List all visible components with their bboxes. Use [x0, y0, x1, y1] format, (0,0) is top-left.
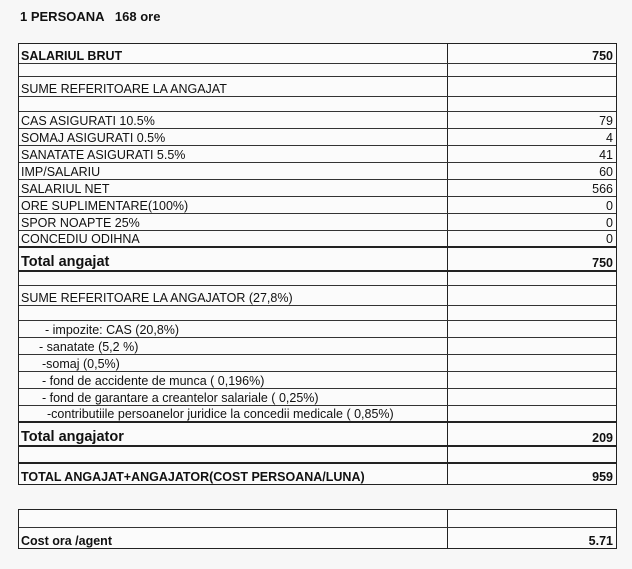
total-angajator-value: 209 — [592, 431, 613, 445]
angajat-row-label: SPOR NOAPTE 25% — [19, 214, 448, 230]
salariu-brut-value: 750 — [592, 49, 613, 63]
angajator-row-label: - fond de accidente de munca ( 0,196%) — [19, 372, 448, 388]
angajat-row-value: 60 — [599, 165, 613, 179]
spacer-row — [19, 510, 616, 528]
angajator-section-row — [19, 286, 616, 306]
angajat-row — [19, 197, 616, 214]
hours-label: 168 ore — [114, 9, 161, 24]
angajat-row-label: CONCEDIU ODIHNA — [19, 231, 448, 246]
angajator-row — [19, 355, 616, 372]
angajat-section-row — [19, 77, 616, 97]
angajat-row-label: IMP/SALARIU — [19, 163, 448, 179]
angajat-row — [19, 129, 616, 146]
angajat-section-label: SUME REFERITOARE LA ANGAJAT — [19, 77, 448, 96]
total-cost-value: 959 — [592, 470, 613, 484]
angajat-row — [19, 231, 616, 248]
angajator-row — [19, 372, 616, 389]
salariu-brut-label: SALARIUL BRUT — [19, 44, 448, 63]
angajator-row-label: -contributiile persoanelor juridice la concedii medicale ( 0,85%) — [19, 406, 448, 421]
angajat-row-value: 566 — [592, 182, 613, 196]
total-angajat-label: Total angajat — [19, 248, 448, 270]
angajat-row-label: ORE SUPLIMENTARE(100%) — [19, 197, 448, 213]
angajator-section-label: SUME REFERITOARE LA ANGAJATOR (27,8%) — [19, 286, 448, 305]
angajat-row — [19, 112, 616, 129]
angajator-row-label: -somaj (0,5%) — [19, 355, 448, 371]
angajat-row-value: 0 — [606, 232, 613, 246]
total-cost-label: TOTAL ANGAJAT+ANGAJATOR(COST PERSOANA/LUNA) — [19, 464, 448, 484]
page-header — [20, 9, 160, 24]
angajator-row — [19, 389, 616, 406]
cost-ora-label: Cost ora /agent — [19, 528, 448, 548]
angajator-row — [19, 406, 616, 423]
spacer-row — [19, 306, 616, 321]
total-cost-row — [19, 464, 616, 484]
angajat-row-label: SALARIUL NET — [19, 180, 448, 196]
angajator-row-label: - sanatate (5,2 %) — [19, 338, 448, 354]
angajat-row — [19, 180, 616, 197]
salariu-brut-row — [19, 44, 616, 64]
spacer-row — [19, 447, 616, 464]
angajator-row — [19, 338, 616, 355]
angajat-row-value: 79 — [599, 114, 613, 128]
angajat-row — [19, 214, 616, 231]
cost-ora-row — [19, 528, 616, 548]
total-angajat-row — [19, 248, 616, 272]
total-angajator-label: Total angajator — [19, 423, 448, 445]
angajat-row-label: SANATATE ASIGURATI 5.5% — [19, 146, 448, 162]
cost-table — [18, 509, 617, 549]
persons-label: 1 PERSOANA — [20, 9, 105, 24]
total-angajator-row — [19, 423, 616, 447]
angajat-row — [19, 163, 616, 180]
cost-ora-value: 5.71 — [588, 534, 613, 548]
angajat-row-label: SOMAJ ASIGURATI 0.5% — [19, 129, 448, 145]
angajat-row-value: 4 — [606, 131, 613, 145]
spacer-row — [19, 272, 616, 286]
angajat-row-value: 41 — [599, 148, 613, 162]
angajator-row — [19, 321, 616, 338]
total-angajat-value: 750 — [592, 256, 613, 270]
angajat-row — [19, 146, 616, 163]
angajat-row-value: 0 — [606, 199, 613, 213]
angajat-row-value: 0 — [606, 216, 613, 230]
angajator-row-label: - fond de garantare a creantelor salariale ( 0,25%) — [19, 389, 448, 405]
angajat-row-label: CAS ASIGURATI 10.5% — [19, 112, 448, 128]
angajator-row-label: - impozite: CAS (20,8%) — [19, 321, 448, 337]
salary-table — [18, 43, 617, 485]
spacer-row — [19, 64, 616, 77]
spacer-row — [19, 97, 616, 112]
